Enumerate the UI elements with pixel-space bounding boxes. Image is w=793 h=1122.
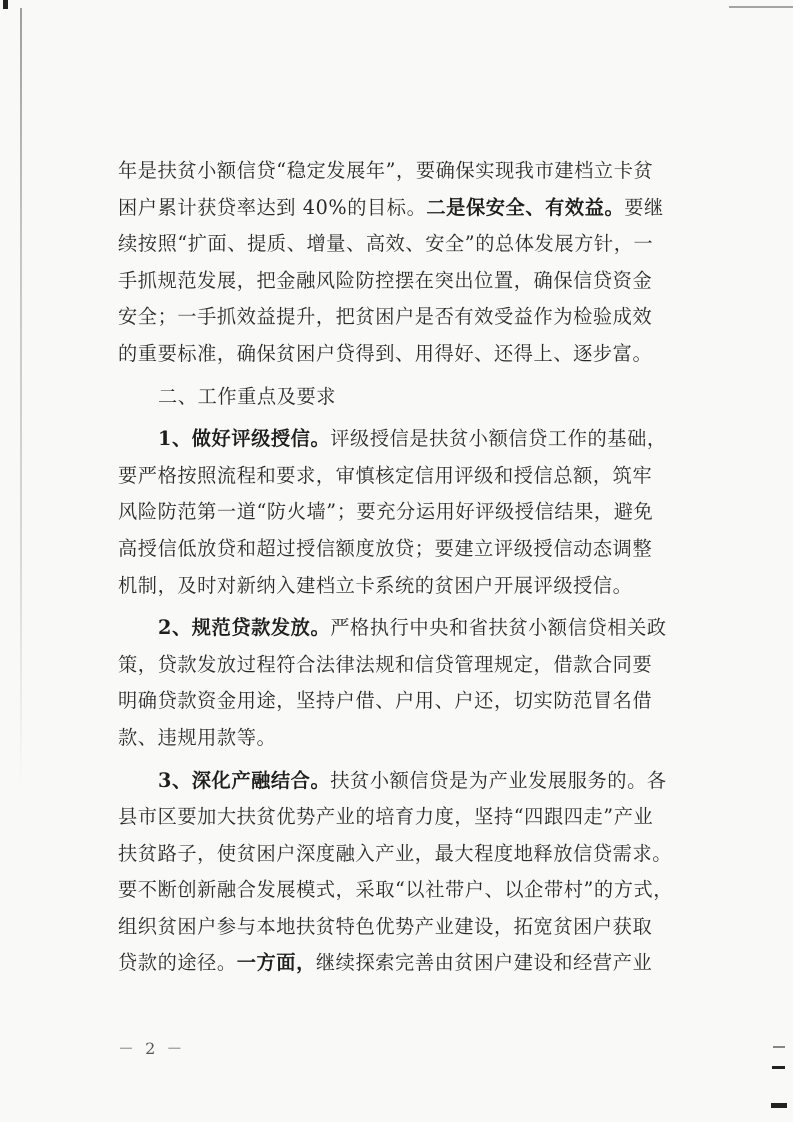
- text-line: 要严格按照流程和要求，审慎核定信用评级和授信总额，筑牢: [118, 463, 653, 487]
- item-3-first-line: 3、深化产融结合。扶贫小额信贷是为产业发展服务的。各: [158, 768, 667, 792]
- text-line: 风险防范第一道“防火墙”；要充分运用好评级授信结果，避免: [118, 500, 654, 524]
- text-line: 要不断创新融合发展模式，采取“以社带户、以企带村”的方式，: [118, 878, 674, 902]
- item-2-first-line: 2、规范贷款发放。严格执行中央和省扶贫小额信贷相关政: [158, 616, 667, 640]
- scan-artifact-binding-edge: [20, 8, 22, 788]
- text-line: 年是扶贫小额信贷“稳定发展年”，要确保实现我市建档立卡贫: [118, 159, 654, 182]
- text-line: 贷款的途径。一方面，继续探索完善由贫困户建设和经营产业: [118, 951, 653, 975]
- scan-artifact-mark: [772, 1066, 785, 1069]
- text-line: 困户累计获贷率达到 40%的目标。二是保安全、有效益。要继: [118, 195, 664, 219]
- text-line: 续按照“扩面、提质、增量、高效、安全”的总体发展方针，一: [118, 232, 654, 256]
- item-1-first-line: 1、做好评级授信。评级授信是扶贫小额信贷工作的基础，: [158, 427, 667, 451]
- section-heading: 二、工作重点及要求: [158, 384, 337, 408]
- text-line: 明确贷款资金用途，坚持户借、户用、户还，切实防范冒名借: [118, 689, 653, 713]
- text-line: 手抓规范发展，把金融风险防控摆在突出位置，确保信贷资金: [118, 268, 653, 292]
- text-line: 县市区要加大扶贫优势产业的培育力度，坚持“四跟四走”产业: [118, 805, 654, 829]
- item-1-title: 1、做好评级授信。: [158, 427, 331, 451]
- text-line: 机制，及时对新纳入建档立卡系统的贫困户开展评级授信。: [118, 573, 633, 597]
- bold-phrase: 二是保安全、有效益。: [426, 195, 625, 219]
- scan-artifact-mark: [3, 0, 8, 9]
- text-line: 款、违规用款等。: [118, 725, 277, 749]
- text-line: 组织贫困户参与本地扶贫特色优势产业建设，拓宽贫困户获取: [118, 914, 653, 938]
- text-line: 高授信低放贷和超过授信额度放贷；要建立评级授信动态调整: [118, 536, 653, 560]
- text-line: 扶贫路子，使贫困户深度融入产业，最大程度地释放信贷需求。: [118, 841, 673, 865]
- text-line: 安全；一手抓效益提升，把贫困户是否有效受益作为检验成效: [118, 305, 653, 329]
- bold-phrase: 一方面，: [236, 951, 316, 975]
- item-3-title: 3、深化产融结合。: [158, 768, 331, 792]
- text-line: 策，贷款发放过程符合法律法规和信贷管理规定，借款合同要: [118, 652, 653, 676]
- scan-artifact-line: [729, 6, 793, 8]
- item-2-title: 2、规范贷款发放。: [158, 616, 331, 640]
- page-number: － 2 －: [118, 1039, 186, 1058]
- scan-artifact-mark: [771, 1103, 787, 1108]
- scan-artifact-mark: [773, 1046, 785, 1048]
- text-line: 的重要标准，确保贫困户贷得到、用得好、还得上、逐步富。: [118, 341, 653, 365]
- document-body: [118, 153, 678, 982]
